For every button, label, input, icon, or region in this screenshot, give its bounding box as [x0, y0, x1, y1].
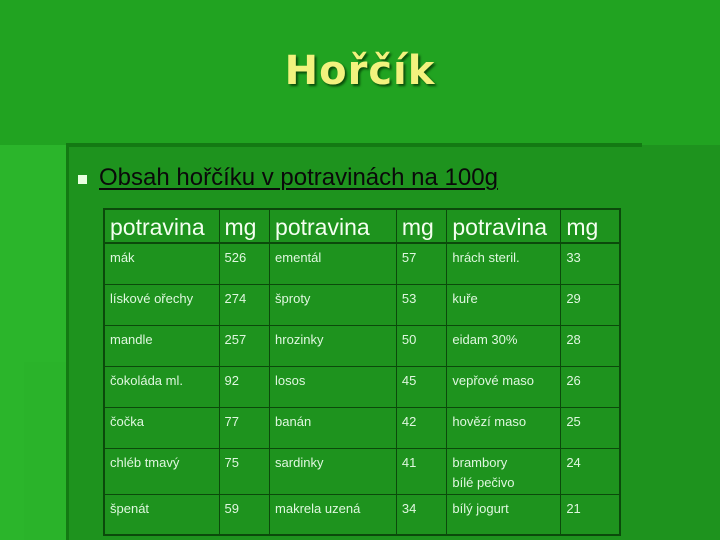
table-cell: banán [270, 407, 397, 448]
table-cell: 526 [219, 243, 270, 284]
table-cell-multiline [447, 448, 561, 494]
header-cell: potravina [104, 209, 219, 243]
table-cell: 57 [396, 243, 447, 284]
table-cell: 25 [561, 407, 620, 448]
table-cell: makrela uzená [270, 494, 397, 535]
header-cell: potravina [270, 209, 397, 243]
table-header-row [104, 209, 620, 243]
table-cell: 274 [219, 284, 270, 325]
table-cell: 75 [219, 448, 270, 494]
table-cell: špenát [104, 494, 219, 535]
table-row [104, 407, 620, 448]
bullet-square-icon [78, 175, 87, 184]
table-cell: 92 [219, 366, 270, 407]
table-row [104, 494, 620, 535]
table-cell: vepřové maso [447, 366, 561, 407]
table-cell: šproty [270, 284, 397, 325]
table-cell: hovězí maso [447, 407, 561, 448]
table-cell: 50 [396, 325, 447, 366]
table-cell: bílý jogurt [447, 494, 561, 535]
divider-line-top [66, 143, 642, 147]
divider-line-left [66, 143, 69, 540]
table-cell: 29 [561, 284, 620, 325]
slide-title: Hořčík [284, 48, 436, 94]
table-row [104, 325, 620, 366]
table-row [104, 366, 620, 407]
table-cell: sardinky [270, 448, 397, 494]
table-cell: losos [270, 366, 397, 407]
table-cell: čokoláda ml. [104, 366, 219, 407]
table-cell: 28 [561, 325, 620, 366]
table-cell: eidam 30% [447, 325, 561, 366]
table-cell: 257 [219, 325, 270, 366]
table-cell: hrozinky [270, 325, 397, 366]
magnesium-table [103, 208, 621, 536]
table-row [104, 243, 620, 284]
table-cell: 26 [561, 366, 620, 407]
table-cell: 21 [561, 494, 620, 535]
table-cell: 34 [396, 494, 447, 535]
table-cell: 42 [396, 407, 447, 448]
bullet-point [78, 160, 498, 196]
table-cell: hrách steril. [447, 243, 561, 284]
bullet-text: Obsah hořčíku v potravinách na 100g [99, 164, 498, 191]
table-cell: ementál [270, 243, 397, 284]
table-cell: lískové ořechy [104, 284, 219, 325]
table-cell: chléb tmavý [104, 448, 219, 494]
header-cell: mg [396, 209, 447, 243]
table-cell: čočka [104, 407, 219, 448]
table-cell: mandle [104, 325, 219, 366]
cell-line: brambory [452, 454, 508, 470]
header-cell: potravina [447, 209, 561, 243]
table-cell: 33 [561, 243, 620, 284]
table-cell: 53 [396, 284, 447, 325]
table-row [104, 284, 620, 325]
cell-line: bílé pečivo [452, 474, 515, 490]
table-cell: mák [104, 243, 219, 284]
header-cell: mg [561, 209, 620, 243]
header-cell: mg [219, 209, 270, 243]
table-row [104, 448, 620, 494]
table-cell: 59 [219, 494, 270, 535]
table-cell: 45 [396, 366, 447, 407]
table-cell: 41 [396, 448, 447, 494]
table-cell: 24 [561, 448, 620, 494]
table-cell: 77 [219, 407, 270, 448]
table-cell: kuře [447, 284, 561, 325]
